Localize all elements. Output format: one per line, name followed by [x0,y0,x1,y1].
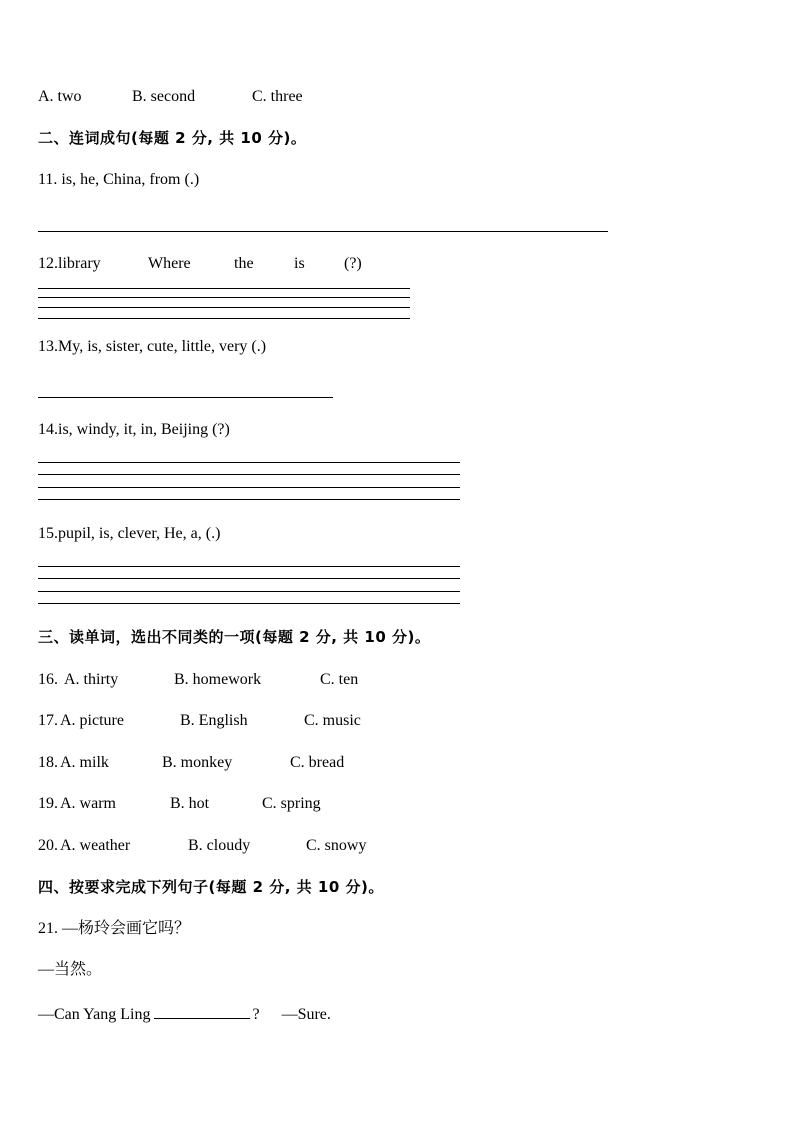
q12-word-5: (?) [344,255,362,272]
q12-word-4: is [294,255,305,272]
q21-answer: —Sure. [281,1006,331,1023]
answer-line-15c[interactable] [38,591,460,592]
q20-b: B. cloudy [188,837,251,854]
answer-line-14c[interactable] [38,487,460,488]
answer-line-14d[interactable] [38,499,460,500]
answer-line-12b[interactable] [38,297,410,298]
q20-c: C. snowy [306,837,367,854]
q12-word-3: the [234,255,254,272]
q16-num: 16. [38,671,58,688]
q21-prefix: —Can Yang Ling [38,1006,151,1023]
top-options-row [38,87,303,107]
answer-line-12d[interactable] [38,318,410,319]
q12-word-2: Where [148,255,191,272]
q17-c: C. music [304,712,361,729]
question-21-prompt: 21. —杨玲会画它吗？ [38,920,191,937]
answer-blank-21[interactable] [154,1002,250,1019]
answer-line-12a[interactable] [38,288,410,289]
answer-line-15a[interactable] [38,566,460,567]
question-18 [38,753,344,773]
question-17 [38,711,361,731]
section-2-heading: 二、连词成句(每题 2 分, 共 10 分)。 [38,129,307,147]
question-13: 13.My, is, sister, cute, little, very (.) [38,338,267,355]
q20-num: 20. [38,837,58,854]
option-c: C. three [252,88,303,105]
question-12 [38,254,362,274]
answer-line-15b[interactable] [38,578,460,579]
question-19 [38,794,321,814]
q16-a: A. thirty [64,671,119,688]
q19-c: C. spring [262,795,321,812]
answer-line-14a[interactable] [38,462,460,463]
q19-b: B. hot [170,795,210,812]
q19-a: A. warm [60,795,116,812]
q18-num: 18. [38,754,58,771]
section-4-heading: 四、按要求完成下列句子(每题 2 分, 共 10 分)。 [38,878,384,896]
question-20 [38,836,366,856]
q17-b: B. English [180,712,248,729]
answer-line-15d[interactable] [38,603,460,604]
q21-question-mark: ? [252,1006,260,1023]
q20-a: A. weather [60,837,131,854]
question-21-reply: —当然。 [38,961,103,978]
q19-num: 19. [38,795,58,812]
q17-a: A. picture [60,712,124,729]
q18-b: B. monkey [162,754,233,771]
question-14: 14.is, windy, it, in, Beijing (?) [38,421,230,438]
q18-a: A. milk [60,754,109,771]
q16-c: C. ten [320,671,359,688]
option-a: A. two [38,88,82,105]
q17-num: 17. [38,712,58,729]
question-11: 11. is, he, China, from (.) [38,171,200,188]
answer-line-12c[interactable] [38,307,410,308]
question-21-translation [38,1002,331,1025]
answer-line-11[interactable] [38,231,608,232]
q16-b: B. homework [174,671,262,688]
q12-word-1: 12.library [38,255,101,272]
question-15: 15.pupil, is, clever, He, a, (.) [38,525,221,542]
question-16 [38,670,358,690]
section-3-heading: 三、读单词，选出不同类的一项(每题 2 分, 共 10 分)。 [38,628,431,646]
option-b: B. second [132,88,196,105]
answer-line-14b[interactable] [38,474,460,475]
answer-line-13[interactable] [38,397,333,398]
q18-c: C. bread [290,754,345,771]
